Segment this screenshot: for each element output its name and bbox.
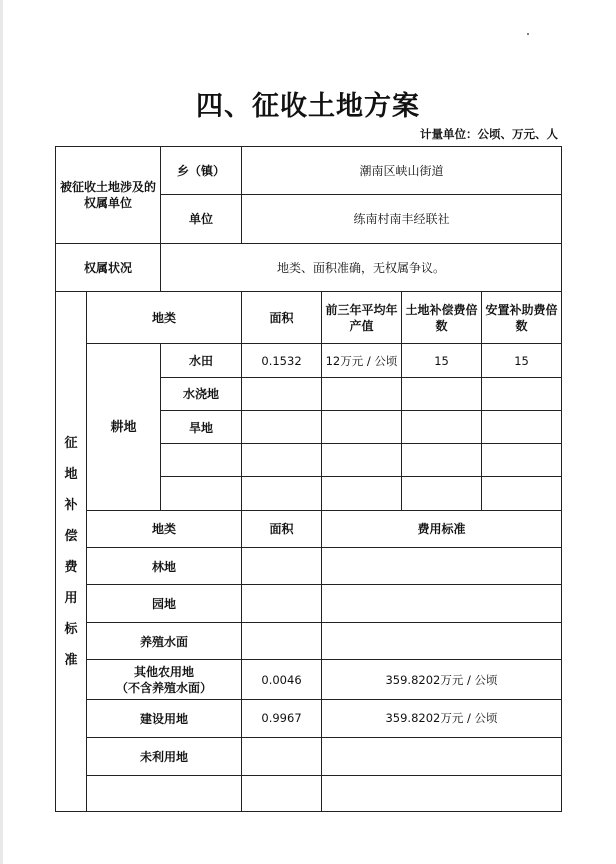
compensation-vertical-label <box>56 292 87 812</box>
vertical-char: 征 <box>64 435 78 451</box>
arable-header-type: 地类 <box>87 292 242 344</box>
arable-resettle-multiple <box>482 444 562 477</box>
other-type: 建设用地 <box>87 699 242 737</box>
arable-type: 旱地 <box>161 410 242 443</box>
other-type: 未利用地 <box>87 738 242 775</box>
land-acquisition-table <box>55 146 562 812</box>
arable-group-label <box>87 344 161 510</box>
arable-type: 水田 <box>161 344 242 377</box>
other-header-standard: 费用标准 <box>322 510 562 547</box>
ownership-label: 被征收土地涉及的权属单位 <box>56 147 161 244</box>
arable-header-output: 前三年平均年产值 <box>322 292 402 344</box>
vertical-char: 费 <box>64 559 78 575</box>
arable-area: 0.1532 <box>242 344 322 377</box>
arable-resettle-multiple <box>482 377 562 410</box>
other-standard <box>322 585 562 622</box>
arable-group-text: 耕地 <box>110 419 137 435</box>
other-standard <box>322 738 562 775</box>
arable-land-multiple <box>402 410 482 443</box>
arable-land-multiple: 15 <box>402 344 482 377</box>
arable-type <box>161 477 242 510</box>
unit-note: 计量单位：公顷、万元、人 <box>420 127 558 141</box>
scan-speck <box>527 33 529 35</box>
arable-avg-output <box>322 377 402 410</box>
other-standard <box>322 622 562 659</box>
other-header-type: 地类 <box>87 510 242 547</box>
other-standard: 359.8202万元 / 公顷 <box>322 660 562 699</box>
arable-avg-output: 12万元 / 公顷 <box>322 344 402 377</box>
arable-area <box>242 377 322 410</box>
other-type: 林地 <box>87 548 242 585</box>
unit-value: 练南村南丰经联社 <box>242 194 562 243</box>
other-area: 0.9967 <box>242 699 322 737</box>
arable-avg-output <box>322 477 402 510</box>
arable-resettle-multiple: 15 <box>482 344 562 377</box>
other-type: 其他农用地 （不含养殖水面） <box>87 660 242 699</box>
other-area <box>242 775 322 811</box>
arable-area <box>242 444 322 477</box>
arable-land-multiple <box>402 444 482 477</box>
other-area <box>242 622 322 659</box>
arable-land-multiple <box>402 377 482 410</box>
rights-value: 地类、面积准确，无权属争议。 <box>161 243 562 292</box>
scan-edge <box>0 0 3 864</box>
arable-resettle-multiple <box>482 477 562 510</box>
arable-avg-output <box>322 410 402 443</box>
other-standard <box>322 548 562 585</box>
page-title: 四、征收土地方案 <box>196 91 420 122</box>
arable-area <box>242 477 322 510</box>
other-area: 0.0046 <box>242 660 322 699</box>
unit-label: 单位 <box>161 194 242 243</box>
vertical-char: 标 <box>64 621 78 637</box>
other-standard <box>322 775 562 811</box>
vertical-char: 用 <box>64 590 78 606</box>
arable-header-resettle-multiple: 安置补助费倍数 <box>482 292 562 344</box>
arable-land-multiple <box>402 477 482 510</box>
arable-resettle-multiple <box>482 410 562 443</box>
arable-avg-output <box>322 444 402 477</box>
town-value: 潮南区峡山街道 <box>242 147 562 195</box>
other-type: 养殖水面 <box>87 622 242 659</box>
other-type <box>87 775 242 811</box>
other-type: 园地 <box>87 585 242 622</box>
other-area <box>242 738 322 775</box>
arable-header-land-multiple: 土地补偿费倍数 <box>402 292 482 344</box>
arable-header-area: 面积 <box>242 292 322 344</box>
arable-type: 水浇地 <box>161 377 242 410</box>
other-header-area: 面积 <box>242 510 322 547</box>
vertical-char: 补 <box>64 497 78 513</box>
vertical-char: 偿 <box>64 528 78 544</box>
rights-label: 权属状况 <box>56 243 161 292</box>
town-label: 乡（镇） <box>161 147 242 195</box>
other-standard: 359.8202万元 / 公顷 <box>322 699 562 737</box>
vertical-char: 地 <box>64 466 78 482</box>
other-area <box>242 548 322 585</box>
arable-type <box>161 444 242 477</box>
vertical-char: 准 <box>64 652 78 668</box>
other-area <box>242 585 322 622</box>
arable-area <box>242 410 322 443</box>
